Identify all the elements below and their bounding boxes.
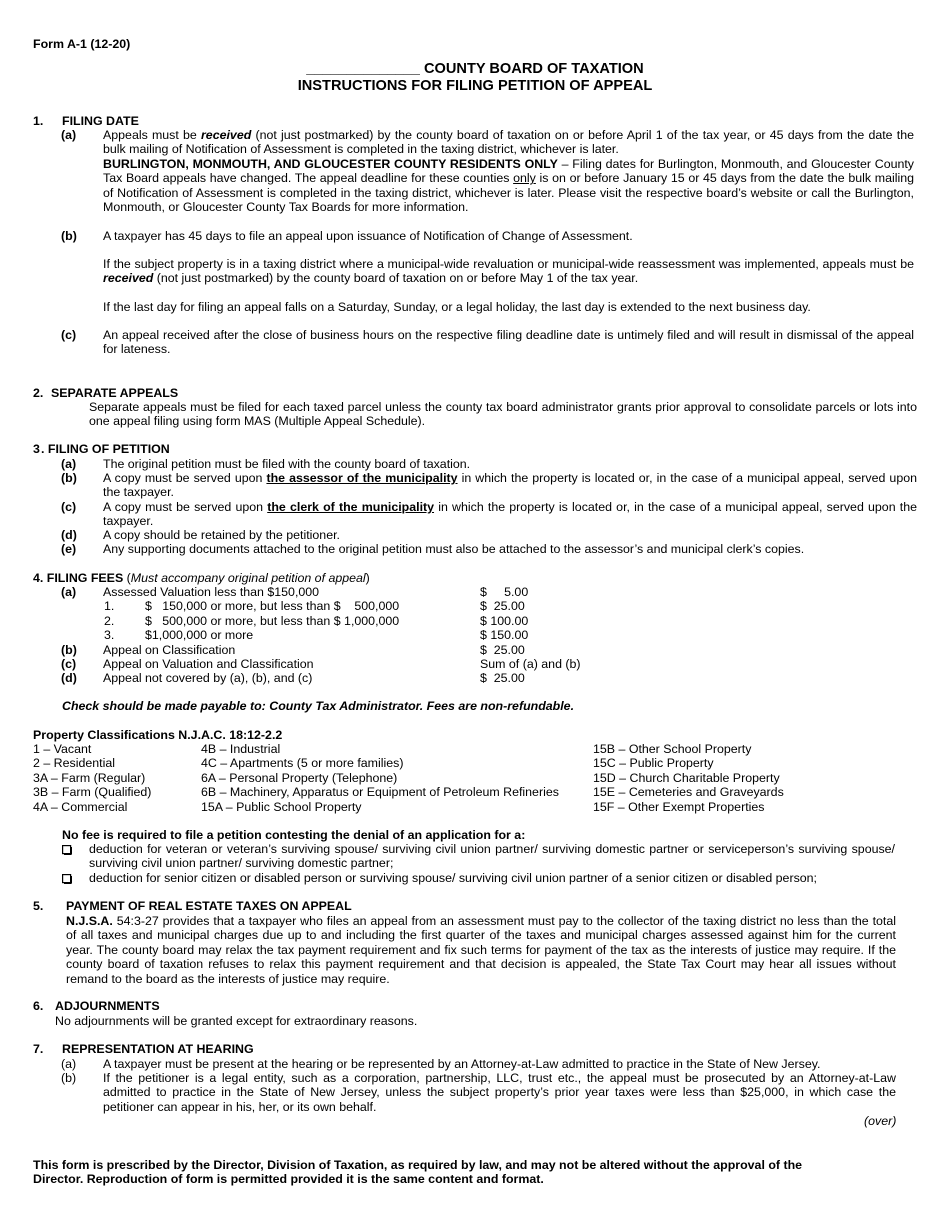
s3-e-text: Any supporting documents attached to the original petition must also be attached to the assessor’s and municipal clerk’s copies. xyxy=(103,542,805,556)
classification-item: 2 – Residential xyxy=(33,756,115,771)
fee-row: (c) Appeal on Valuation and Classification Sum of (a) and (b) xyxy=(61,657,581,671)
s1-a-paragraph-2: BURLINGTON, MONMOUTH, AND GLOUCESTER COUNTY RESIDENTS ONLY – Filing dates for Burlington, Monmouth, and Gloucester County Tax Board appeals have changed. The appeal deadline for these counties only is on or before January 15 or 45 days from the date the bulk mailing of Notification of Assessment is completed in the taxing district, whichever is later. Please visit the respective board’s website or call the Burlington, Monmouth, or Gloucester County Tax Boards for more information. xyxy=(103,156,915,215)
fee-check-note: Check should be made payable to: County Tax Administrator. Fees are non-refundable. xyxy=(62,699,575,713)
section-1-heading: FILING DATE xyxy=(62,114,139,128)
classifications-heading: Property Classifications N.J.A.C. 18:12-2.2 xyxy=(33,728,283,742)
s7-b-label: (b) xyxy=(61,1071,77,1085)
s1-a-label: (a) xyxy=(61,128,77,142)
classification-item: 4C – Apartments (5 or more families) xyxy=(201,756,404,771)
footer-line-1: This form is prescribed by the Director, Division of Taxation, as required by law, and may not be altered without the approval of the xyxy=(33,1158,803,1172)
s5-text: N.J.S.A. 54:3-27 provides that a taxpayer who files an appeal from an assessment must pay to the collector of the taxing district no less than the total of all taxes and municipal charges due up to and including the first quarter of the taxes and municipal charges assessed against him for the current year. The county board may relax the tax payment requirement and fix such terms for payment of the tax as the interests of justice may require. If the county board of taxation refuses to relax this payment requirement and that decision is appealed, the State Tax Court may hear all issues without remand to the board as the interests of justice may require. xyxy=(66,914,896,986)
s1-a-paragraph-1: Appeals must be received (not just postmarked) by the county board of taxation on or before April 1 of the tax year, or 45 days from the date the bulk mailing of Notification of Assessment is completed in the taxing district, whichever is later. xyxy=(103,128,914,157)
footer-note xyxy=(33,1158,802,1187)
section-7-number: 7. xyxy=(33,1042,44,1056)
section-4-heading: 4. FILING FEES (Must accompany original petition of appeal) xyxy=(33,571,370,585)
page-title xyxy=(0,61,950,95)
classification-item: 3A – Farm (Regular) xyxy=(33,770,146,785)
section-3-heading: . FILING OF PETITION xyxy=(41,442,170,456)
s6-text: No adjournments will be granted except for extraordinary reasons. xyxy=(55,1014,418,1028)
classification-item: 4A – Commercial xyxy=(33,799,128,814)
classifications-col-3 xyxy=(593,742,784,814)
fee-row: 1. $ 150,000 or more, but less than $ 500,000 $ 25.00 xyxy=(104,599,525,614)
no-fee-item-1: deduction for veteran or veteran’s surviving spouse/ surviving civil union partner/ surviving domestic partner or serviceperson’s surviving spouse/ surviving civil union partner/ surviving domestic partner; xyxy=(89,842,895,871)
section-6-number: 6. xyxy=(33,999,44,1013)
over-note: (over) xyxy=(864,1114,897,1128)
s3-c-text: A copy must be served upon the clerk of the municipality in which the property is located or, in the case of a municipal appeal, served upon the taxpayer. xyxy=(103,500,917,529)
fee-row: 3. $1,000,000 or more $ 150.00 xyxy=(104,628,529,643)
s2-text: Separate appeals must be filed for each taxed parcel unless the county tax board administrator grants prior approval to consolidate parcels or lots into one appeal filing using form MAS (Multiple Appeal Schedule). xyxy=(89,400,917,429)
s1-b-label: (b) xyxy=(61,229,77,243)
section-1-number: 1. xyxy=(33,114,44,128)
classification-item: 15B – Other School Property xyxy=(593,742,752,756)
s3-e-label: (e) xyxy=(61,542,77,556)
section-2-number: 2. xyxy=(33,386,44,400)
s1-b-text-3: If the last day for filing an appeal falls on a Saturday, Sunday, or a legal holiday, the last day is extended to the next business day. xyxy=(103,300,811,314)
classification-item: 3B – Farm (Qualified) xyxy=(33,785,152,800)
classification-item: 15A – Public School Property xyxy=(201,799,362,814)
s7-a-text: A taxpayer must be present at the hearing or be represented by an Attorney-at-Law admitted to practice in the State of New Jersey. xyxy=(103,1057,821,1071)
s3-a-text: The original petition must be filed with the county board of taxation. xyxy=(103,457,471,471)
s3-a-label: (a) xyxy=(61,457,77,471)
classification-item: 15F – Other Exempt Properties xyxy=(593,799,765,814)
section-3-number: 3 xyxy=(33,442,40,456)
section-2-heading: SEPARATE APPEALS xyxy=(51,386,179,400)
no-fee-item-2: deduction for senior citizen or disabled person or surviving spouse/ surviving civil union partner of a senior citizen or disabled person; xyxy=(89,871,817,885)
classification-item: 15C – Public Property xyxy=(593,756,714,771)
s3-c-label: (c) xyxy=(61,500,77,514)
s3-b-text: A copy must be served upon the assessor of the municipality in which the property is located or, in the case of a municipal appeal, served upon the taxpayer. xyxy=(103,471,917,500)
fee-row: (b) Appeal on Classification $ 25.00 xyxy=(61,642,525,657)
s3-b-label: (b) xyxy=(61,471,77,485)
classification-item: 6A – Personal Property (Telephone) xyxy=(201,770,398,785)
s7-b-text: If the petitioner is a legal entity, such as a corporation, partnership, LLC, trust etc., the appeal must be prosecuted by an Attorney-at-Law admitted to practice in the State of New Jersey, unless the subject property’s prior year taxes were less than $25,000, in which case the petitioner can appear in his, her, or its own behalf. xyxy=(103,1071,896,1114)
section-5-heading: PAYMENT OF REAL ESTATE TAXES ON APPEAL xyxy=(66,899,352,913)
section-5-number: 5. xyxy=(33,899,44,913)
s7-a-label: (a) xyxy=(61,1057,77,1071)
county-blank: ______________ xyxy=(306,61,420,77)
checkbox-icon xyxy=(62,844,72,854)
classification-item: 6B – Machinery, Apparatus or Equipment of Petroleum Refineries xyxy=(201,785,559,800)
no-fee-heading: No fee is required to file a petition contesting the denial of an application for a: xyxy=(62,828,526,842)
s3-d-text: A copy should be retained by the petitioner. xyxy=(103,528,340,542)
title-line-1: ______________ COUNTY BOARD OF TAXATION xyxy=(306,61,644,77)
classification-item: 15E – Cemeteries and Graveyards xyxy=(593,785,784,800)
section-6-heading: ADJOURNMENTS xyxy=(55,999,160,1013)
s1-c-label: (c) xyxy=(61,328,77,342)
title-line-2: INSTRUCTIONS FOR FILING PETITION OF APPEAL xyxy=(297,78,653,94)
s1-b-text-2: If the subject property is in a taxing district where a municipal-wide revaluation or municipal-wide reassessment was implemented, appeals must be received (not just postmarked) by the county board of taxation on or before May 1 of the tax year. xyxy=(103,257,914,286)
classification-item: 15D – Church Charitable Property xyxy=(593,770,780,785)
footer-line-2: Director. Reproduction of form is permitted provided it is the same content and format. xyxy=(33,1172,544,1187)
section-7-heading: REPRESENTATION AT HEARING xyxy=(62,1042,254,1056)
fee-row: (a) Assessed Valuation less than $150,000 $ 5.00 xyxy=(61,585,529,599)
s1-a-text xyxy=(103,128,914,214)
s1-c-text: An appeal received after the close of business hours on the respective filing deadline date is untimely filed and will result in dismissal of the appeal for lateness. xyxy=(103,328,914,357)
classification-item: 1 – Vacant xyxy=(33,742,92,756)
fee-row: 2. $ 500,000 or more, but less than $ 1,000,000 $ 100.00 xyxy=(104,613,529,628)
classifications-col-1 xyxy=(33,742,151,814)
checkbox-icon xyxy=(62,873,72,883)
form-id: Form A-1 (12-20) xyxy=(33,37,131,51)
s1-b-text-1: A taxpayer has 45 days to file an appeal upon issuance of Notification of Change of Assessment. xyxy=(103,229,633,243)
s3-d-label: (d) xyxy=(61,528,77,542)
classification-item: 4B – Industrial xyxy=(201,742,281,756)
fee-row: (d) Appeal not covered by (a), (b), and (c) $ 25.00 xyxy=(61,671,525,686)
classifications-col-2 xyxy=(201,742,559,814)
